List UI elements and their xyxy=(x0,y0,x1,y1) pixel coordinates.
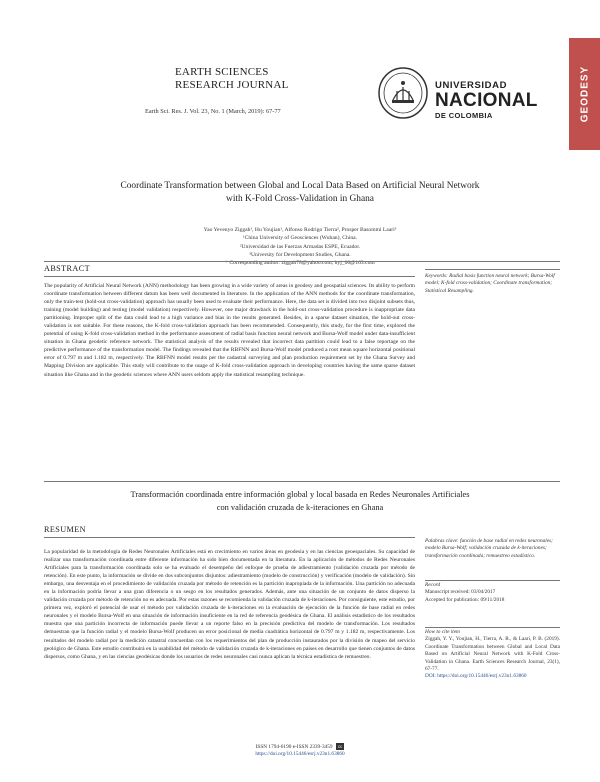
abstract-heading: ABSTRACT xyxy=(44,264,90,273)
divider xyxy=(44,261,560,262)
creative-commons-icon[interactable]: cc xyxy=(337,744,343,749)
spanish-title-line2: con validación cruzada de k-iteraciones en Ghana xyxy=(216,503,384,512)
page-footer xyxy=(200,743,400,758)
spanish-title-line1: Transformación coordinada entre información global y local basada en Redes Neuronales Artificiales xyxy=(130,490,470,499)
university-seal-icon xyxy=(375,64,431,122)
citation-text: Ziggah, Y. Y., Youjian, H., Tierra, A. R., & Laari, P. B. (2019). Coordinate Transformation between Global and Local Data Based on Artificial Neural Network with K-Fold Cross-Validation in Ghana. Earth Sciences Research Journal, 23(1), 67-77. xyxy=(425,636,560,673)
footer-doi-link[interactable]: https://doi.org/10.15446/esrj.v23n1.63860 xyxy=(255,751,345,758)
university-logo xyxy=(375,58,553,136)
author-list: Yao Yevenyo Ziggah¹, Hu Youjian¹, Alfonso Rodrigo Tierra², Prosper Basommi Laari³ xyxy=(203,227,397,233)
divider xyxy=(44,537,415,538)
journal-name xyxy=(175,66,325,92)
record-block xyxy=(425,580,560,604)
manuscript-received: Manuscript received: 03/04/2017 xyxy=(425,589,496,596)
divider xyxy=(425,627,560,628)
how-to-cite-block xyxy=(425,627,560,681)
journal-citation: Earth Sci. Res. J. Vol. 23, No. 1 (March, 2019): 67-77 xyxy=(145,108,281,115)
issn: ISSN 1794-6190 e-ISSN 2339-3459 xyxy=(255,743,333,750)
keywords: Keywords: Radial basis function neural network; Bursa-Wolf model; K-fold cross-validation; Coordinate transformation; Statistical Resampling. xyxy=(425,273,555,294)
spanish-title xyxy=(90,488,510,514)
affiliation-2: ²Universidad de las Fuerzas Armadas ESPE, Ecuador. xyxy=(239,243,361,250)
palabras-clave: Palabras clave: función de base radial en redes neuronales; modelo Bursa-Wolf; validación cruzada de k-iteraciones; transformación coordinada; remuestreo estadístico. xyxy=(425,538,553,559)
logo-line1: UNIVERSIDAD xyxy=(435,80,508,91)
section-tab-label: GEODESY xyxy=(579,65,590,123)
journal-name-line2: RESEARCH JOURNAL xyxy=(175,79,289,91)
record-heading: Record xyxy=(425,582,441,588)
affiliation-3: ³University for Development Studies, Ghana. xyxy=(249,251,351,258)
how-to-cite-heading: How to cite item xyxy=(425,629,460,635)
resumen-heading: RESUMEN xyxy=(44,525,86,534)
accepted-date: Accepted for publication: 09/11/2018 xyxy=(425,596,505,603)
journal-name-line1: EARTH SCIENCES xyxy=(175,66,269,78)
university-name xyxy=(435,80,555,120)
resumen-text: La popularidad de la metodología de Redes Neuronales Artificiales está en crecimiento en varios áreas en geodesia y en las ciencias geoespaciales. Su capacidad de realizar una transformación coordinada entre diferente información ha sido bien documentada en la literatura. En la aplicación de métodos de Redes Neuronales Artificiales para la transformación coordinada solo se ha evaluado el desempeño del enfoque de prueba de adiestramiento (validación cruzada por método de retención). En este punto, la información se divide en dos subconjuntos disjuntos: adiestramiento (modelo de construcción) y verificación (modelo de validación). Sin embargo, una desventaja en el procedimiento de validación cruzada por método de retención es la partición inapropiada de la información. Una partición no adecuada en la información podría llevar a una gran diferencia o un sesgo en los resultados generados. Además, ante una situación de un conjunto de datos disperso la validación cruzada por método de retención no es adecuada. Por estas razones se recomienda la validación cruzada de k-iteraciones. Por consiguiente, este estudio, por primera vez, exploró el potencial de usar el método por validación cruzada de k-iteraciones en la evaluación de ejecución de la función de base radial en redes neuronales y el modelo Bursa-Wolf en una situación de información insuficiente en la red de referencia geodésica de Ghana. El análisis estadístico de los resultados muestra que una partición incorrecta de información puede llevar a un reporte falso en la precisión predictiva del modelo de transformación. Los resultados demuestran que la función radial y el modelo Bursa-Wolf producen un error posicional de media cuadrática horizontal de 0.797 m y 1.182 m, respectivamente. Los resultados del modelo radial por la medición catastral concuerdan con los requerimientos del plan de producción instaurados por la división de mapeo del servicio geológico de Ghana. Este estudio contribuirá en la usabilidad del método de validación cruzada de k-iteraciones en países en desarrollo que tienen conjuntos de datos dispersos, como Ghana, y en las ciencias geodésicas donde los usuarios de redes neuronales casi nunca aplican la técnica estadística de remuestreo. xyxy=(44,549,415,660)
divider xyxy=(44,276,415,277)
logo-line3: DE COLOMBIA xyxy=(435,111,493,120)
article-title xyxy=(60,180,540,206)
doi-link[interactable]: DOI: https://doi.org/10.15446/esrj.v23n1.63860 xyxy=(425,673,527,680)
section-tab xyxy=(569,38,600,150)
divider xyxy=(425,269,560,270)
article-title-line2: with K-Fold Cross-Validation in Ghana xyxy=(226,194,374,204)
article-title-line1: Coordinate Transformation between Global and Local Data Based on Artificial Neural Network xyxy=(120,181,480,191)
divider xyxy=(425,580,560,581)
affiliation-1: ¹China University of Geosciences (Wuhan), China. xyxy=(242,235,358,242)
corresponding-author: * Corresponding author: ziggah78@yahoo.com; hyj_06@163.com xyxy=(225,260,375,267)
logo-line2: NACIONAL xyxy=(435,90,538,111)
divider xyxy=(44,481,560,482)
abstract-text: The popularity of Artificial Neural Network (ANN) methodology has been growing in a wide variety of areas in geodesy and geospatial sciences. Its ability to perform coordinate transformation between different datum has been well documented in literature. In the application of the ANN methods for the coordinate transformation, only the train-test (hold-out cross-validation) approach has usually been used to evaluate their performance. Here, the data set is divided into two disjoint subsets thus, training (model building) and testing (model validation) respectively. However, one major drawback in the hold-out cross-validation procedure is inappropriate data partitioning. Improper split of the data could lead to a high variance and bias in the results generated. Besides, in a sparse dataset situation, the hold-out cross-validation is not suitable. For these reasons, the K-fold cross-validation approach has been recommended. Consequently, this study, for the first time, explored the potential of using K-fold cross-validation method in the performance assessment of radial basis function neural network and Bursa-Wolf model under data-insufficient situation in Ghana geodetic reference network. The statistical analysis of the results revealed that incorrect data partition could lead to a false reportage on the predictive performance of the transformation model. The findings revealed that the RBFNN and Bursa-Wolf model produced a root mean square horizontal positional error of 0.797 m and 1.182 m, respectively. The RBFNN model results per the cadastral surveying and plan production requirement set by the Ghana Survey and Mapping Division are applicable. This study will contribute to the usage of K-fold cross-validation approach in developing countries having the same sparse dataset situation like Ghana and in the geodetic sciences where ANN users seldom apply the statistical resampling technique. xyxy=(44,283,415,378)
